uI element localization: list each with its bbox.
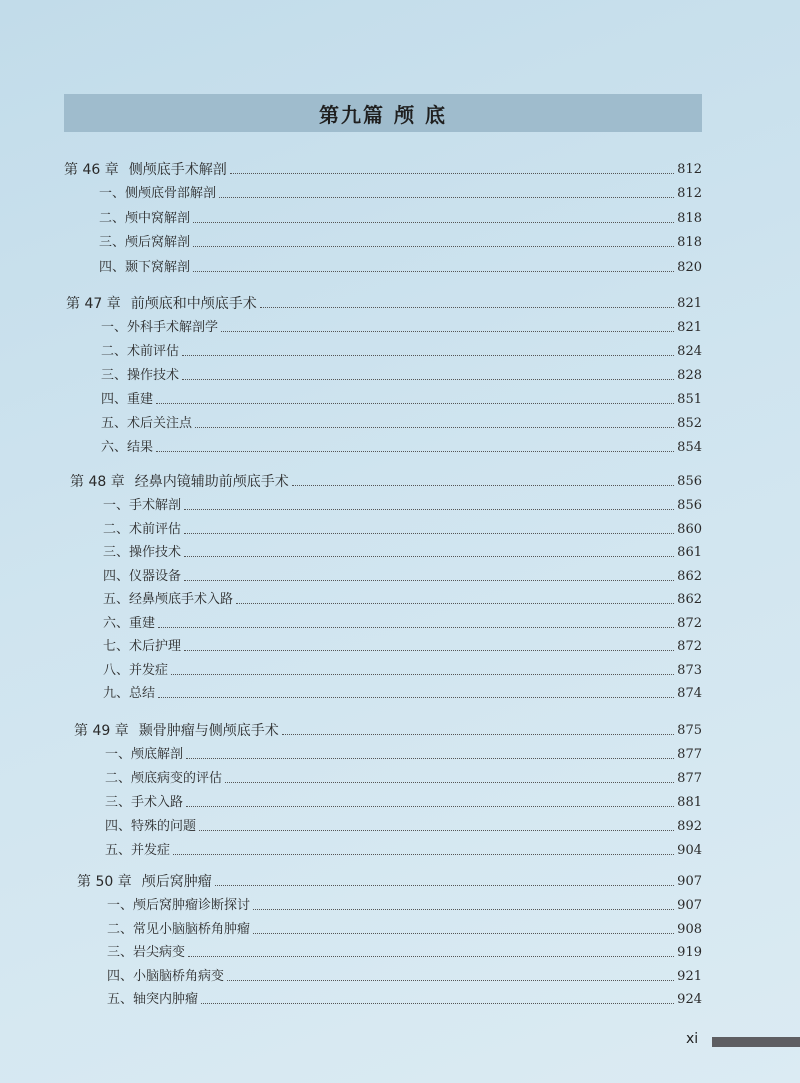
dot-leader [182, 355, 674, 356]
section-entry[interactable] [101, 316, 702, 336]
section-entry[interactable] [101, 412, 702, 432]
section-label: 一、颅后窝肿瘤诊断探讨 [107, 898, 251, 913]
section-label: 一、侧颅底骨部解剖 [99, 186, 217, 201]
section-page-number: 921 [677, 968, 702, 984]
dot-leader [182, 379, 674, 380]
section-page-number: 856 [677, 498, 702, 513]
dot-leader [193, 271, 674, 272]
chapter-entry[interactable] [64, 158, 702, 178]
dot-leader [292, 485, 674, 486]
chapter-title: 经鼻内镜辅助前颅底手术 [134, 474, 289, 490]
chapter-heading [74, 723, 279, 739]
part-title: 第九篇 颅 底 [319, 102, 447, 127]
section-label: 四、仪器设备 [103, 568, 182, 584]
dot-leader [282, 734, 674, 735]
dot-leader [253, 909, 674, 910]
section-page-number: 851 [677, 392, 702, 407]
section-label: 二、颅中窝解剖 [99, 210, 191, 226]
section-entry[interactable] [107, 965, 702, 985]
section-page-number: 820 [677, 259, 702, 275]
section-page-number: 872 [677, 639, 702, 654]
section-label: 一、颅底解剖 [105, 747, 184, 762]
dot-leader [171, 674, 674, 675]
section-page-number: 924 [677, 992, 702, 1007]
chapter-number: 第 50 章 [77, 874, 132, 890]
dot-leader [230, 173, 674, 174]
chapter-page-number: 812 [677, 162, 702, 177]
section-entry[interactable] [103, 682, 702, 702]
section-entry[interactable] [103, 494, 702, 514]
section-entry[interactable] [103, 541, 702, 561]
dot-leader [156, 403, 674, 404]
section-page-number: 854 [677, 440, 702, 455]
section-page-number: 824 [677, 344, 702, 359]
chapter-page-number: 856 [677, 474, 702, 489]
section-label: 三、操作技术 [103, 545, 182, 560]
section-entry[interactable] [107, 941, 702, 961]
section-entry[interactable] [103, 659, 702, 679]
chapter-heading [66, 296, 257, 312]
section-label: 九、总结 [103, 686, 156, 701]
section-page-number: 860 [677, 521, 702, 537]
section-entry[interactable] [105, 767, 702, 787]
section-page-number: 919 [677, 945, 702, 960]
section-entry[interactable] [107, 894, 702, 914]
part-title-banner [64, 94, 702, 132]
section-label: 五、术后关注点 [101, 416, 193, 431]
section-label: 三、操作技术 [101, 368, 180, 383]
section-page-number: 877 [677, 771, 702, 786]
dot-leader [201, 1003, 674, 1004]
section-label: 三、手术入路 [105, 795, 184, 810]
section-label: 三、岩尖病变 [107, 945, 186, 960]
section-entry[interactable] [105, 815, 702, 835]
dot-leader [156, 451, 674, 452]
section-entry[interactable] [107, 918, 702, 938]
chapter-title: 颞骨肿瘤与侧颅底手术 [138, 723, 279, 739]
chapter-number: 第 47 章 [66, 296, 121, 312]
dot-leader [195, 427, 674, 428]
section-entry[interactable] [105, 839, 702, 859]
chapter-heading [77, 874, 212, 890]
chapter-heading [64, 162, 227, 178]
section-entry[interactable] [103, 565, 702, 585]
dot-leader [158, 697, 674, 698]
chapter-title: 前颅底和中颅底手术 [130, 296, 257, 312]
section-entry[interactable] [103, 635, 702, 655]
section-page-number: 881 [677, 795, 702, 810]
dot-leader [193, 246, 674, 247]
folio-bar [712, 1037, 800, 1047]
dot-leader [193, 222, 674, 223]
section-entry[interactable] [99, 256, 702, 276]
section-page-number: 862 [677, 568, 702, 584]
section-page-number: 828 [677, 368, 702, 383]
section-page-number: 872 [677, 615, 702, 631]
chapter-page-number: 907 [677, 874, 702, 889]
section-entry[interactable] [105, 743, 702, 763]
section-page-number: 812 [677, 186, 702, 201]
section-label: 四、重建 [101, 392, 154, 407]
chapter-page-number: 821 [677, 296, 702, 311]
page-folio: xi [686, 1031, 699, 1047]
section-page-number: 818 [677, 210, 702, 226]
dot-leader [184, 533, 674, 534]
chapter-entry[interactable] [66, 292, 702, 312]
dot-leader [158, 627, 674, 628]
section-page-number: 874 [677, 686, 702, 701]
dot-leader [173, 854, 674, 855]
section-label: 六、重建 [103, 615, 156, 631]
section-entry[interactable] [101, 340, 702, 360]
dot-leader [221, 331, 674, 332]
section-label: 三、颅后窝解剖 [99, 235, 191, 250]
section-entry[interactable] [103, 612, 702, 632]
section-page-number: 907 [677, 898, 702, 913]
section-label: 二、术前评估 [101, 344, 180, 359]
section-label: 八、并发症 [103, 662, 169, 678]
dot-leader [260, 307, 674, 308]
section-entry[interactable] [101, 364, 702, 384]
section-label: 六、结果 [101, 440, 154, 455]
dot-leader [199, 830, 674, 831]
section-label: 五、经鼻颅底手术入路 [103, 592, 234, 607]
section-label: 四、颞下窝解剖 [99, 259, 191, 275]
section-label: 二、术前评估 [103, 521, 182, 537]
dot-leader [186, 806, 674, 807]
section-label: 五、并发症 [105, 843, 171, 858]
chapter-entry[interactable] [70, 470, 702, 490]
dot-leader [188, 956, 674, 957]
chapter-page-number: 875 [677, 723, 702, 738]
section-entry[interactable] [101, 436, 702, 456]
dot-leader [236, 603, 674, 604]
section-label: 二、常见小脑脑桥角肿瘤 [107, 921, 251, 937]
section-entry[interactable] [107, 988, 702, 1008]
dot-leader [253, 933, 674, 934]
dot-leader [215, 885, 674, 886]
section-page-number: 908 [677, 921, 702, 937]
section-label: 一、手术解剖 [103, 498, 182, 513]
chapter-title: 颅后窝肿瘤 [141, 874, 212, 890]
section-page-number: 904 [677, 843, 702, 858]
section-page-number: 852 [677, 416, 702, 431]
section-page-number: 821 [677, 320, 702, 335]
section-label: 五、轴突内肿瘤 [107, 992, 199, 1007]
section-entry[interactable] [99, 182, 702, 202]
section-label: 四、小脑脑桥角病变 [107, 968, 225, 984]
dot-leader [184, 556, 674, 557]
section-entry[interactable] [99, 231, 702, 251]
section-entry[interactable] [103, 518, 702, 538]
dot-leader [227, 980, 674, 981]
dot-leader [186, 758, 674, 759]
section-label: 四、特殊的问题 [105, 819, 197, 834]
chapter-title: 侧颅底手术解剖 [128, 162, 227, 178]
chapter-entry[interactable] [77, 870, 702, 890]
section-page-number: 892 [677, 819, 702, 834]
section-entry[interactable] [99, 207, 702, 227]
chapter-number: 第 46 章 [64, 162, 119, 178]
dot-leader [184, 509, 674, 510]
section-entry[interactable] [105, 791, 702, 811]
chapter-number: 第 48 章 [70, 474, 125, 490]
section-label: 一、外科手术解剖学 [101, 320, 219, 335]
section-page-number: 862 [677, 592, 702, 607]
section-page-number: 873 [677, 662, 702, 678]
chapter-entry[interactable] [74, 719, 702, 739]
dot-leader [184, 650, 674, 651]
dot-leader [184, 580, 674, 581]
dot-leader [219, 197, 674, 198]
section-page-number: 861 [677, 545, 702, 560]
chapter-number: 第 49 章 [74, 723, 129, 739]
section-label: 七、术后护理 [103, 639, 182, 654]
section-entry[interactable] [101, 388, 702, 408]
section-entry[interactable] [103, 588, 702, 608]
dot-leader [225, 782, 674, 783]
section-page-number: 818 [677, 235, 702, 250]
chapter-heading [70, 474, 289, 490]
section-label: 二、颅底病变的评估 [105, 771, 223, 786]
section-page-number: 877 [677, 747, 702, 762]
